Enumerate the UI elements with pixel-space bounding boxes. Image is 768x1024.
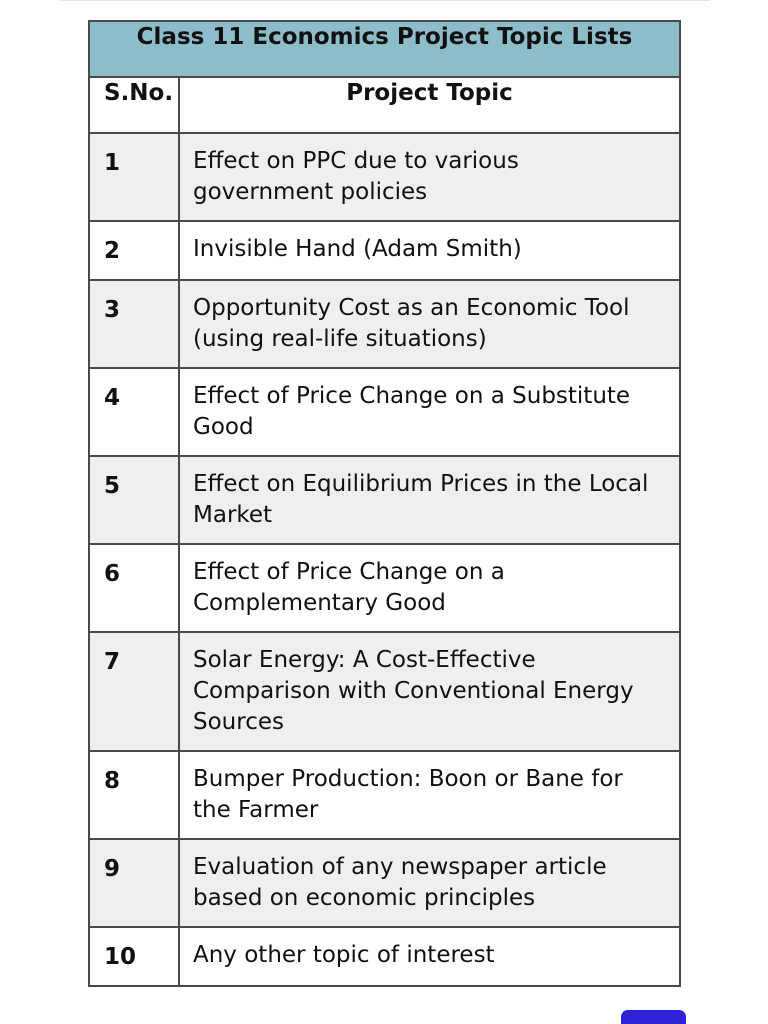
project-topics-table	[88, 20, 681, 987]
row-number: 10	[89, 927, 179, 986]
row-number: 8	[89, 751, 179, 839]
row-topic: Effect on Equilibrium Prices in the Local Market	[179, 456, 680, 544]
column-header-topic: Project Topic	[179, 77, 680, 133]
row-number: 9	[89, 839, 179, 927]
table-row	[89, 280, 680, 368]
row-topic: Bumper Production: Boon or Bane for the Farmer	[179, 751, 680, 839]
row-topic: Invisible Hand (Adam Smith)	[179, 221, 680, 280]
row-topic: Evaluation of any newspaper article based on economic principles	[179, 839, 680, 927]
column-header-sno: S.No.	[89, 77, 179, 133]
table-row	[89, 927, 680, 986]
table-row	[89, 368, 680, 456]
row-number: 3	[89, 280, 179, 368]
top-divider	[60, 0, 710, 1]
row-number: 1	[89, 133, 179, 221]
table-row	[89, 544, 680, 632]
table-title: Class 11 Economics Project Topic Lists	[89, 21, 680, 77]
table-row	[89, 133, 680, 221]
row-topic: Effect of Price Change on a Substitute Good	[179, 368, 680, 456]
row-topic: Any other topic of interest	[179, 927, 680, 986]
table-row	[89, 456, 680, 544]
row-topic: Opportunity Cost as an Economic Tool (using real-life situations)	[179, 280, 680, 368]
table-row	[89, 839, 680, 927]
table-row	[89, 221, 680, 280]
table-title-row	[89, 21, 680, 77]
row-number: 6	[89, 544, 179, 632]
table-header-row	[89, 77, 680, 133]
row-topic: Solar Energy: A Cost-Effective Comparison with Conventional Energy Sources	[179, 632, 680, 751]
row-number: 5	[89, 456, 179, 544]
floating-action-button[interactable]	[621, 1010, 686, 1024]
row-number: 2	[89, 221, 179, 280]
table-row	[89, 632, 680, 751]
row-number: 4	[89, 368, 179, 456]
row-topic: Effect on PPC due to various government policies	[179, 133, 680, 221]
table-row	[89, 751, 680, 839]
row-number: 7	[89, 632, 179, 751]
row-topic: Effect of Price Change on a Complementary Good	[179, 544, 680, 632]
